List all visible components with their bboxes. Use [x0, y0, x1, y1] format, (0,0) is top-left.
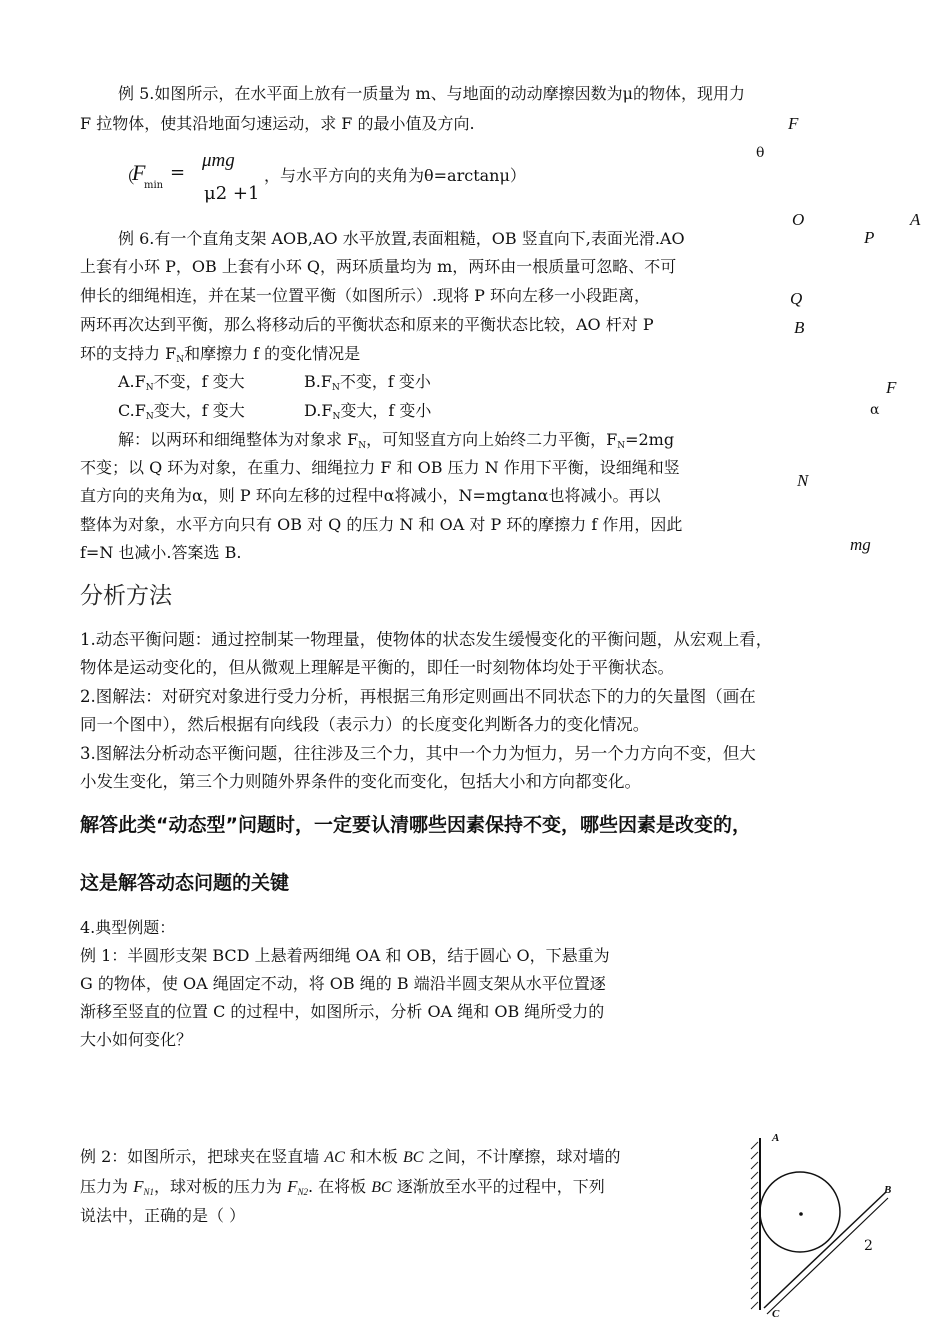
ex5-line1: 例 5.如图所示，在水平面上放有一质量为 m、与地面的动动摩擦因数为μ的物体，现用力 [118, 84, 746, 103]
formula-denominator: μ2 +1 [204, 183, 260, 204]
ex2-fig-label-B: B [884, 1184, 892, 1196]
ex6-line5: 环的支持力 $F_N$和摩擦力 f 的变化情况是 [80, 344, 361, 365]
formula-rest: ，与水平方向的夹角为θ=arctanμ） [264, 166, 526, 185]
method-key-point-1: 解答此类“动态型”问题时，一定要认清哪些因素保持不变，哪些因素是改变的， [80, 814, 751, 836]
typical-ex2-line3: 说法中，正确的是（ ） [80, 1206, 246, 1225]
ex5-answer-formula [118, 150, 578, 206]
typical-ex1-line3: 渐移至竖直的位置 C 的过程中，如图所示，分析 OA 绳和 OB 绳所受力的 [80, 1002, 605, 1021]
formula-min: min [144, 180, 164, 191]
typical-ex2-line1: 例 2：如图所示，把球夹在竖直墙 AC 和木板 BC 之间，不计摩擦，球对墙的 [80, 1147, 621, 1166]
method-line3: 2.图解法：对研究对象进行受力分析，再根据三角形定则画出不同状态下的力的矢量图（画在 [80, 687, 756, 706]
typical-ex1-line1: 例 1：半圆形支架 BCD 上悬着两细绳 OA 和 OB，结于圆心 O，下悬重为 [80, 946, 610, 965]
formula-numerator: μmg [202, 150, 235, 171]
ex6-line1: 例 6.有一个直角支架 AOB,AO 水平放置,表面粗糙，OB 竖直向下,表面光滑.AO [118, 229, 685, 248]
ex2-fig-label-C: C [772, 1308, 780, 1320]
board-line-inner [767, 1198, 888, 1314]
ex5-fig-theta: θ [756, 145, 765, 161]
method-line6: 小发生变化，第三个力则随外界条件的变化而变化，包括大小和方向都变化。 [80, 772, 641, 791]
ex5-line2: F 拉物体，使其沿地面匀速运动，求 F 的最小值及方向. [80, 114, 475, 133]
ex6-fig-A: A [910, 210, 921, 229]
ex6-solution-line1: 解：以两环和细绳整体为对象求 $F_N$，可知竖直方向上始终二力平衡，$F_N=2mg$ [118, 430, 675, 451]
method-line2: 物体是运动变化的，但从微观上理解是平衡的，即任一时刻物体均处于平衡状态。 [80, 658, 674, 677]
typical-ex2-line2: 压力为 $F_{N1}$，球对板的压力为 $F_{N2}$. 在将板 BC 逐渐放至水平的过程中，下列 [80, 1177, 605, 1197]
method-line5: 3.图解法分析动态平衡问题，往往涉及三个力，其中一个力为恒力，另一个力方向不变，但大 [80, 744, 756, 763]
ex6-line3: 伸长的细绳相连，并在某一位置平衡（如图所示）.现将 P 环向左移一小段距离， [80, 286, 651, 305]
ex6-fig-alpha: α [870, 402, 880, 418]
method-line1: 1.动态平衡问题：通过控制某一物理量，使物体的状态发生缓慢变化的平衡问题，从宏观上看， [80, 630, 773, 649]
ex6-option-d: $D.F_N$变大，f 变小 [304, 401, 432, 422]
ex6-solution-line3: 直方向的夹角为α，则 P 环向左移的过程中α将减小，N=mgtanα也将减小。再以 [80, 486, 661, 505]
ex2-fig-label-A: A [772, 1132, 780, 1144]
ex6-option-b: $B.F_N$不变，f 变小 [304, 372, 431, 393]
formula-F: F [132, 160, 146, 185]
ex6-line2: 上套有小环 P，OB 上套有小环 Q，两环质量均为 m，两环由一根质量可忽略、不可 [80, 257, 677, 276]
ex6-line4: 两环再次达到平衡，那么将移动后的平衡状态和原来的平衡状态比较，AO 杆对 P [80, 315, 654, 334]
method-line4: 同一个图中），然后根据有向线段（表示力）的长度变化判断各力的变化情况。 [80, 715, 650, 734]
ex6-fig-O: O [792, 210, 805, 229]
ans-open-paren: （ [118, 168, 135, 188]
ex6-option-c: $C.F_N$变大，f 变大 [118, 401, 245, 422]
ex6-fig-P: P [864, 228, 875, 247]
ex6-option-a: $A.F_N$不变，f 变大 [118, 372, 245, 393]
formula-eq: = [170, 162, 186, 183]
ex6-solution-line2: 不变；以 Q 环为对象，在重力、细绳拉力 F 和 OB 压力 N 作用下平衡，设细绳和竖 [80, 458, 680, 477]
method-heading: 分析方法 [80, 583, 172, 609]
method-key-point-2: 这是解答动态问题的关键 [80, 872, 290, 894]
page-number: 2 [864, 1238, 873, 1254]
ex6-solution-line5: f=N 也减小.答案选 B. [80, 543, 242, 562]
ex6-fig-mg: mg [850, 535, 871, 554]
typical-ex1-line4: 大小如何变化？ [80, 1030, 193, 1049]
ball-center-dot [799, 1212, 803, 1216]
typical-ex1-line2: G 的物体，使 OA 绳固定不动，将 OB 绳的 B 端沿半圆支架从水平位置逐 [80, 974, 606, 993]
ex6-solution-line4: 整体为对象，水平方向只有 OB 对 Q 的压力 N 和 OA 对 P 环的摩擦力 f 作用，因此 [80, 515, 683, 534]
ex6-fig-B: B [794, 318, 805, 337]
ex5-fig-F: F [788, 114, 799, 133]
wall-hatching [751, 1142, 758, 1309]
ex6-fig-Q: Q [790, 289, 803, 308]
ex2-wall-ball-board-figure [748, 1130, 908, 1330]
ex6-fig-N: N [797, 471, 809, 490]
ball-circle [760, 1172, 840, 1252]
ex6-fig-F: F [886, 378, 897, 397]
typical-title: 4.典型例题： [80, 918, 176, 937]
